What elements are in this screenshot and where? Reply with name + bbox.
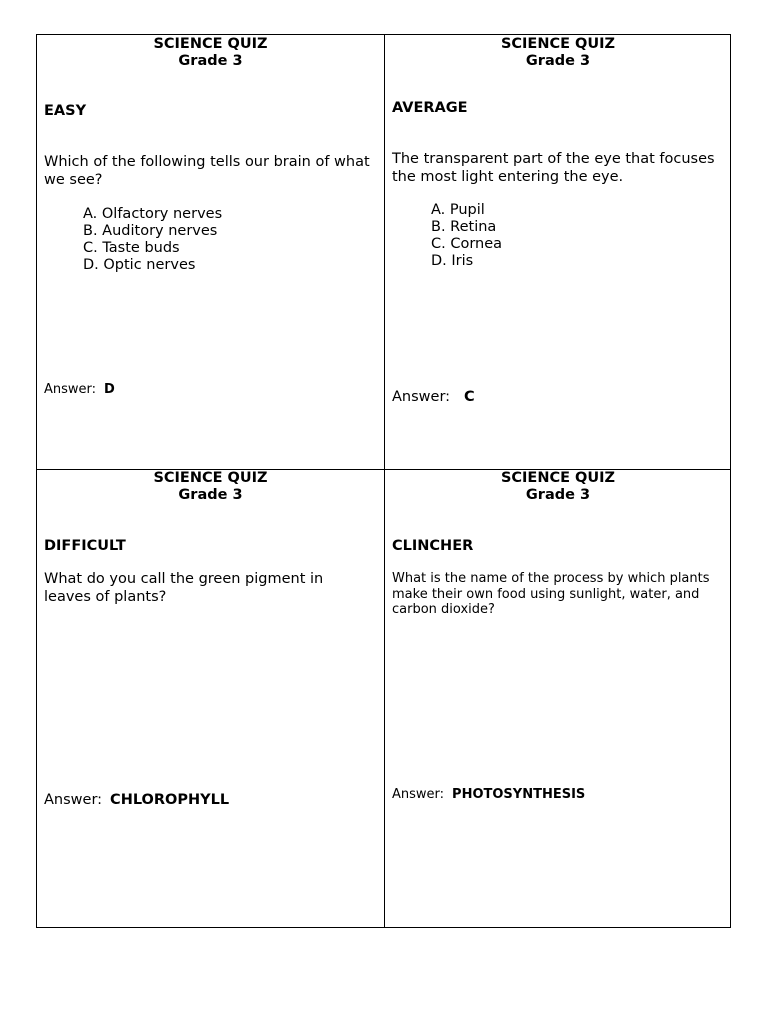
card-title: SCIENCE QUIZ: [153, 470, 268, 486]
card-title: SCIENCE QUIZ: [500, 36, 616, 52]
option-a: A. Pupil: [431, 202, 485, 218]
option-b: B. Auditory nerves: [83, 223, 218, 239]
option-b: B. Retina: [431, 219, 497, 235]
difficulty-level: AVERAGE: [392, 100, 468, 116]
question-text: Which of the following tells our brain of what we see?: [44, 154, 370, 188]
answer-label: Answer:: [392, 389, 451, 405]
card-title: SCIENCE QUIZ: [153, 36, 268, 52]
quiz-card-clincher: [385, 470, 731, 928]
card-grade: Grade 3: [178, 53, 243, 69]
option-a: A. Olfactory nerves: [83, 206, 223, 222]
option-d: D. Iris: [431, 253, 474, 269]
option-c: C. Cornea: [431, 236, 503, 252]
answer-label: Answer:: [44, 792, 103, 808]
answer-line: [44, 792, 229, 808]
answer-value: D: [104, 382, 115, 397]
option-d: D. Optic nerves: [83, 257, 196, 273]
answer-line: [392, 787, 585, 802]
card-title: SCIENCE QUIZ: [500, 470, 616, 486]
answer-label: Answer:: [44, 382, 97, 397]
difficulty-level: DIFFICULT: [44, 538, 126, 554]
question-text: The transparent part of the eye that focuses the most light entering the eye.: [392, 151, 715, 185]
quiz-card-average: [385, 35, 731, 469]
question-text: What do you call the green pigment in leaves of plants?: [44, 571, 324, 605]
difficulty-level: EASY: [44, 103, 87, 119]
card-grade: Grade 3: [525, 53, 591, 69]
answer-line: [44, 382, 115, 397]
card-grade: Grade 3: [178, 487, 243, 503]
card-grade: Grade 3: [525, 487, 591, 503]
answer-value: PHOTOSYNTHESIS: [452, 787, 586, 802]
answer-label: Answer:: [392, 787, 445, 802]
answer-value: CHLOROPHYLL: [110, 792, 230, 808]
options-list: [83, 206, 222, 274]
answer-value: C: [464, 389, 475, 405]
difficulty-level: CLINCHER: [392, 538, 474, 554]
answer-line: [392, 389, 475, 405]
quiz-card-difficult: [37, 470, 384, 928]
quiz-card-easy: [37, 35, 384, 469]
question-text: What is the name of the process by which plants make their own food using sunlight, water, and carbon dioxide?: [392, 571, 710, 617]
quiz-card-sheet: [36, 34, 731, 928]
options-list: [431, 202, 502, 270]
option-c: C. Taste buds: [83, 240, 180, 256]
